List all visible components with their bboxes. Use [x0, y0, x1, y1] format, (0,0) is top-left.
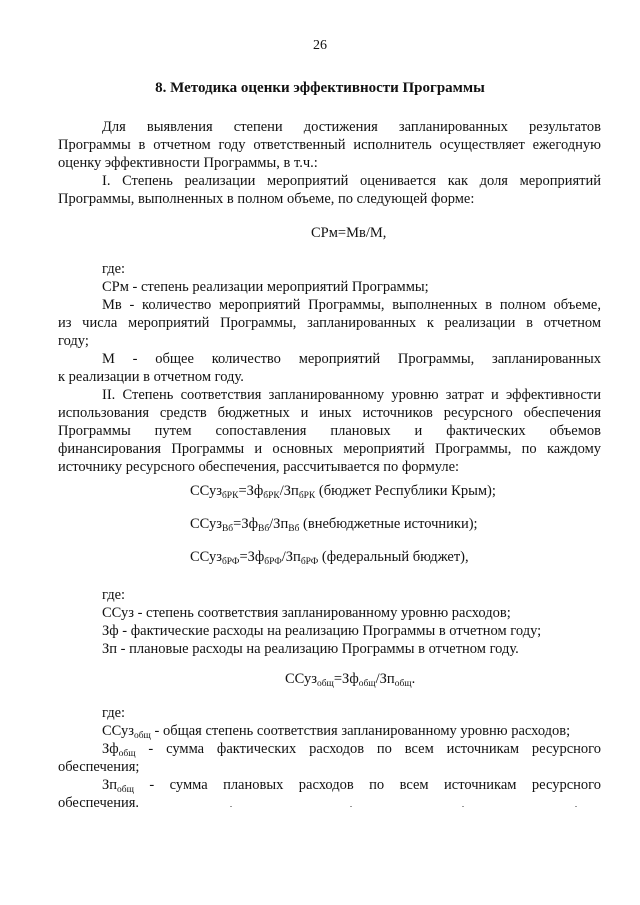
definition-m-line-1: М - общее количество мероприятий Программы, запланированных	[102, 351, 601, 367]
paragraph-section-ii-line-5: источнику ресурсного обеспечения, рассчитывается по формуле:	[58, 459, 460, 475]
where-label-1: где:	[102, 261, 126, 277]
paragraph-section-i-line-2: Программы, выполненных в полном объеме, по следующей форме:	[58, 191, 475, 207]
paragraph-intro-line-2: Программы в отчетном году ответственный исполнитель осуществляет ежегодную	[58, 137, 601, 153]
definition-zp-total-line-2: обеспечения.	[58, 795, 140, 811]
definition-zp-total-line-1: $Зп_{общ}$ - сумма плановых расходов по всем источникам ресурсного	[102, 777, 601, 795]
definition-mv-line-3: году;	[58, 333, 89, 349]
formula-ssuz-vb: $ССуз_{Вб}=Зф_{Вб}/Зп_{Вб}$ (внебюджетные источники);	[190, 516, 478, 534]
definition-m-line-2: к реализации в отчетном году.	[58, 369, 244, 385]
page-number: 26	[313, 38, 327, 53]
definition-mv-line-2: из числа мероприятий Программы, запланированных к реализации в отчетном	[58, 315, 601, 331]
where-label-2: где:	[102, 587, 126, 603]
formula-ssuz-brf: $ССуз_{бРФ}=Зф_{бРФ}/Зп_{бРФ}$ (федеральный бюджет),	[190, 549, 469, 567]
paragraph-intro-line-1: Для выявления степени достижения запланированных результатов	[102, 119, 601, 135]
definition-zf-total-line-1: $Зф_{общ}$ - сумма фактических расходов по всем источникам ресурсного	[102, 741, 601, 759]
paragraph-section-ii-line-1: II. Степень соответствия запланированному уровню затрат и эффективности	[102, 387, 601, 403]
definition-ssuz: ССуз - степень соответствия запланированному уровню расходов;	[102, 605, 511, 621]
definition-zf-total-line-2: обеспечения;	[58, 759, 140, 775]
definition-mv-line-1: Мв - количество мероприятий Программы, выполненных в полном объеме,	[102, 297, 601, 313]
paragraph-section-ii-line-4: финансирования Программы и основных мероприятий Программы, по каждому	[58, 441, 601, 457]
section-heading: 8. Методика оценки эффективности Программы	[155, 80, 485, 96]
definition-srm: СРм - степень реализации мероприятий Программы;	[102, 279, 429, 295]
formula-srm: СРм=Мв/М,	[311, 225, 387, 241]
paragraph-intro-line-3: оценку эффективности Программы, в т.ч.:	[58, 155, 318, 171]
where-label-3: где:	[102, 705, 126, 721]
paragraph-section-i-line-1: I. Степень реализации мероприятий оценивается как доля мероприятий	[102, 173, 601, 189]
formula-ssuz-total: $ССуз_{общ}=Зф_{общ}/Зп_{общ}$.	[285, 671, 416, 689]
paragraph-section-ii-line-3: Программы путем сопоставления плановых и фактических объемов	[58, 423, 601, 439]
paragraph-section-ii-line-2: использования средств бюджетных и иных источников ресурсного обеспечения	[58, 405, 601, 421]
definition-zp: Зп - плановые расходы на реализацию Программы в отчетном году.	[102, 641, 519, 657]
definition-ssuz-total: ССуз$_{общ}$ - общая степень соответствия запланированному уровню расходов;	[102, 723, 571, 741]
formula-ssuz-brk: $ССуз_{бРК}=Зф_{бРК}/Зп_{бРК}$ (бюджет Республики Крым);	[190, 483, 496, 501]
scan-artifact-dots	[230, 806, 610, 808]
definition-zf: Зф - фактические расходы на реализацию Программы в отчетном году;	[102, 623, 542, 639]
